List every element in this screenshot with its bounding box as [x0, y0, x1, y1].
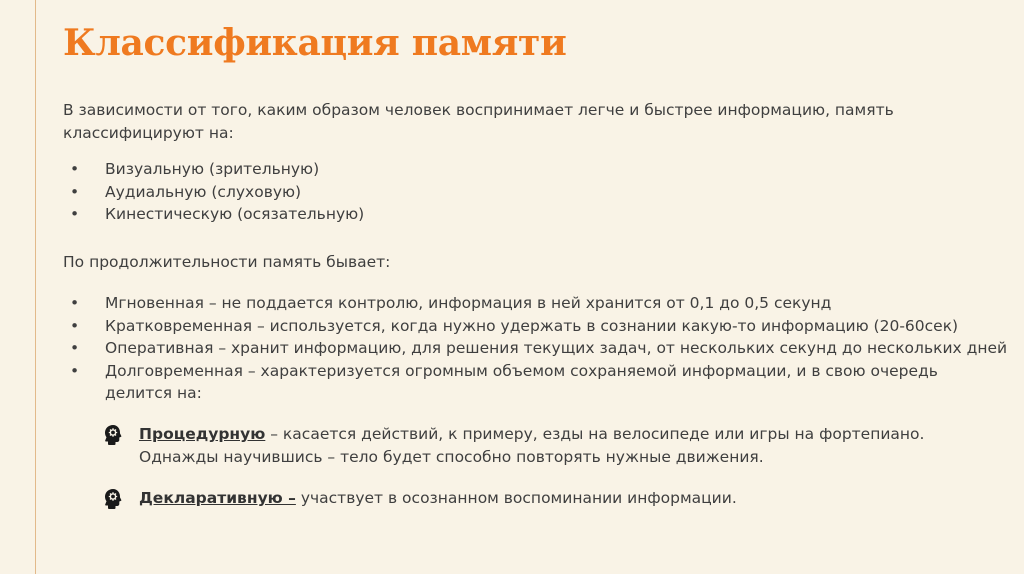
left-accent-line	[35, 0, 36, 574]
list-item	[63, 315, 1007, 338]
brain-gear-icon	[101, 487, 125, 511]
procedural-description: – касается действий, к примеру, езды на велосипеде или игры на фортепиано. Однажды научившись – тело будет способно повторять нужные движения.	[139, 425, 925, 466]
declarative-description: участвует в осознанном воспоминании информации.	[295, 489, 737, 507]
declarative-term: Декларативную –	[139, 489, 296, 507]
list-item	[63, 337, 1007, 360]
duration-types-list	[63, 292, 1007, 405]
perception-types-list	[63, 158, 364, 226]
declarative-memory-text	[139, 487, 1001, 510]
list-item-text: Оперативная – хранит информацию, для решения текущих задач, от нескольких секунд до нескольких дней	[105, 339, 1008, 357]
procedural-memory-item	[101, 423, 1001, 468]
list-item	[63, 360, 1005, 405]
list-item-text: Долговременная – характеризуется огромным объемом сохраняемой информации, и в свою очередь делится на:	[105, 361, 938, 402]
list-item	[63, 158, 364, 181]
slide-title: Классификация памяти	[63, 22, 567, 64]
brain-gear-icon	[101, 423, 125, 447]
bullet: •	[70, 160, 80, 178]
bullet: •	[70, 316, 80, 335]
declarative-memory-item	[101, 487, 1001, 510]
list-item-text: Аудиальную (слуховую)	[105, 182, 302, 201]
bullet: •	[70, 205, 80, 223]
bullet: •	[70, 294, 80, 312]
bullet: •	[70, 182, 80, 201]
list-item-text: Кинестическую (осязательную)	[105, 205, 365, 223]
intro-paragraph: В зависимости от того, каким образом человек воспринимает легче и быстрее информацию, память классифицируют на:	[63, 101, 894, 142]
list-item	[63, 181, 364, 204]
procedural-memory-text	[139, 423, 1001, 468]
list-item-text: Кратковременная – используется, когда нужно удержать в сознании какую-то информацию (20-60сек)	[105, 316, 959, 335]
bullet: •	[70, 361, 80, 380]
duration-heading: По продолжительности память бывает:	[63, 253, 391, 271]
list-item-text: Мгновенная – не поддается контролю, информация в ней хранится от 0,1 до 0,5 секунд	[105, 294, 832, 312]
list-item	[63, 203, 364, 226]
list-item	[63, 292, 1007, 315]
procedural-term: Процедурную	[139, 425, 266, 443]
bullet: •	[70, 339, 80, 357]
list-item-text: Визуальную (зрительную)	[105, 160, 320, 178]
